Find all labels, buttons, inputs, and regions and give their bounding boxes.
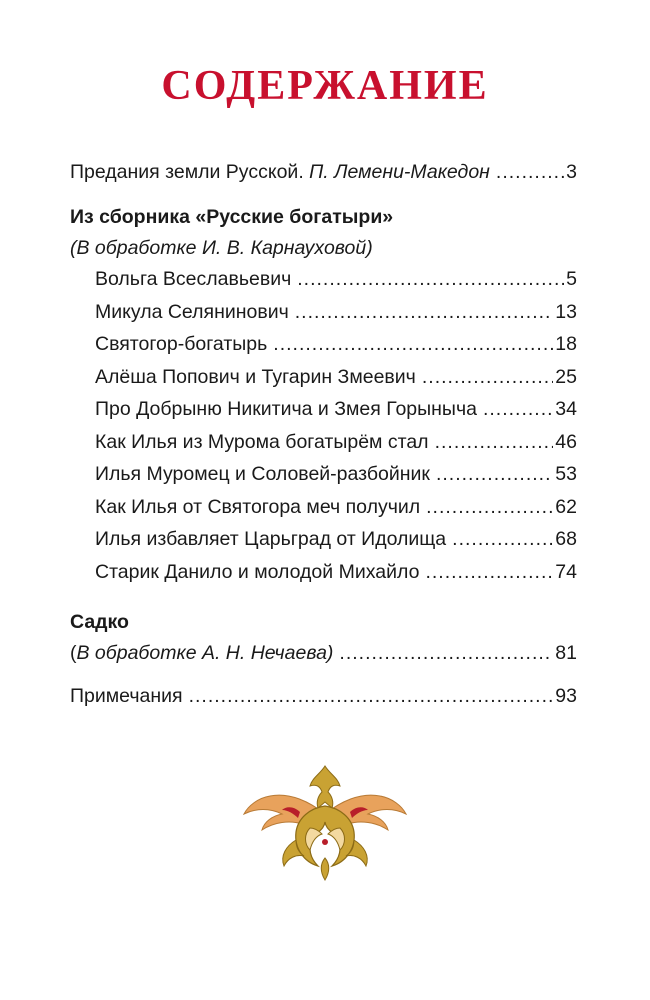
leader-dots — [435, 430, 554, 455]
toc-entry-title: Как Илья от Святогора меч получил — [95, 495, 421, 518]
toc-entry-title: Про Добрыню Никитича и Змея Горыныча — [95, 398, 477, 420]
toc-entry[interactable] — [70, 267, 577, 300]
toc-entry-title: Предания земли Русской. — [70, 161, 304, 183]
paren-open: ( — [70, 642, 77, 664]
toc-entry[interactable] — [70, 527, 577, 560]
toc-page-number: 18 — [555, 333, 577, 355]
toc-entry[interactable] — [70, 365, 577, 398]
toc-entry[interactable] — [70, 332, 577, 365]
ornament-drop — [321, 858, 329, 880]
decorative-ornament-icon — [240, 762, 410, 882]
leader-dots — [496, 160, 564, 185]
page-title: СОДЕРЖАНИЕ — [161, 63, 489, 109]
leader-dots — [426, 495, 553, 520]
toc-entry[interactable] — [70, 462, 577, 495]
toc-entry-sadko[interactable] — [70, 641, 577, 672]
toc-entry-intro[interactable] — [70, 160, 577, 191]
toc-page-number: 62 — [555, 495, 577, 518]
toc-entry-author: П. Лемени-Македон — [309, 161, 490, 183]
toc-entry[interactable] — [70, 560, 577, 593]
toc-page-number: 74 — [555, 560, 577, 583]
leader-dots — [189, 684, 554, 709]
toc-entry-title: Илья избавляет Царьград от Идолища — [95, 528, 447, 550]
toc-entry-title: Старик Данило и молодой Михайло — [95, 560, 420, 583]
leader-dots — [339, 641, 553, 666]
toc-page-number: 5 — [566, 268, 577, 290]
leader-dots — [483, 397, 553, 422]
toc-entry[interactable] — [70, 300, 577, 333]
toc-page-number: 93 — [555, 685, 577, 707]
leader-dots — [297, 267, 564, 292]
toc-page-number: 81 — [555, 642, 577, 664]
leader-dots — [273, 332, 553, 357]
section-heading-sadko: Садко — [70, 611, 129, 633]
section-subheading-karnaukhova: (В обработке И. В. Карнауховой) — [70, 237, 373, 259]
ornament-inner-swirl-left — [306, 828, 323, 850]
toc-entry[interactable] — [70, 430, 577, 463]
toc-entry-title: Илья Муромец и Соловей-разбойник — [95, 463, 430, 485]
toc-entry-subtitle: В обработке А. Н. Нечаева) — [76, 642, 334, 664]
toc-page-number: 34 — [555, 398, 577, 420]
toc-page-number: 3 — [566, 161, 577, 183]
leader-dots — [452, 527, 553, 552]
leader-dots — [295, 300, 554, 325]
leader-dots — [422, 365, 553, 390]
toc-page-number: 25 — [555, 365, 577, 388]
toc-page-number: 68 — [555, 528, 577, 550]
toc-entry-title: Микула Селянинович — [95, 300, 289, 323]
leader-dots — [436, 462, 553, 487]
toc-entry[interactable] — [70, 397, 577, 430]
toc-page-number: 13 — [555, 300, 577, 323]
toc-entry[interactable] — [70, 495, 577, 528]
toc-entry-title: Вольга Всеславьевич — [95, 268, 292, 290]
ornament-body — [296, 806, 355, 866]
toc-page-number: 46 — [555, 430, 577, 453]
toc-entry-title: Примечания — [70, 685, 183, 707]
ornament-inner-swirl-right — [328, 828, 345, 850]
toc-page-number: 53 — [555, 463, 577, 485]
section-heading-bogatyri: Из сборника «Русские богатыри» — [70, 206, 394, 228]
leader-dots — [425, 560, 553, 585]
toc-entry-title: Как Илья из Мурома богатырём стал — [95, 430, 429, 453]
toc-entry-title: Алёша Попович и Тугарин Змеевич — [95, 365, 416, 388]
ornament-center-dot — [322, 839, 328, 845]
toc-entry-notes[interactable] — [70, 684, 577, 715]
ornament-crown — [310, 766, 340, 808]
toc-entry-title: Святогор-богатырь — [95, 333, 268, 355]
table-of-contents — [70, 160, 577, 715]
